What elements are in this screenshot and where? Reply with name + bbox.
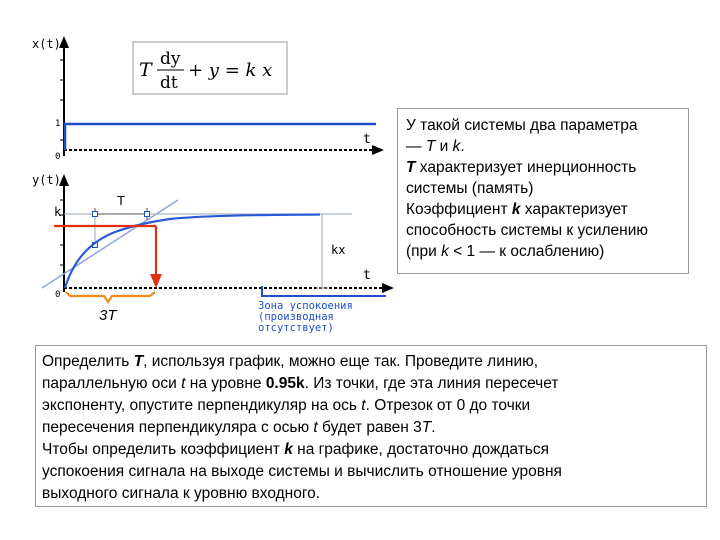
y-axis-label: y(t)	[32, 173, 61, 187]
three-T-label: 3T	[99, 307, 117, 324]
t-label-bottom: t	[363, 268, 371, 283]
info-line-4: системы (память)	[406, 180, 534, 197]
origin-label-top: 0	[55, 152, 61, 162]
three-T-bracket	[66, 292, 155, 302]
info-line-7: (при k < 1 — к ослаблению)	[406, 243, 605, 260]
t-axis-bottom-arrowhead	[382, 283, 394, 293]
method-line-5: Чтобы определить коэффициент k на графике, достаточно дождаться	[42, 441, 550, 458]
method-line-2: параллельную оси t на уровне 0.95k. Из точки, где эта линия пересечет	[42, 375, 559, 392]
equation-numerator: dy	[160, 49, 181, 69]
x-axis-label: x(t)	[32, 37, 61, 51]
method-line-1: Определить T, используя график, можно еще так. Проведите линию,	[42, 353, 539, 370]
k-label: k	[54, 205, 62, 219]
perpendicular-arrowhead	[150, 274, 162, 288]
origin-label-bottom: 0	[55, 290, 61, 300]
calm-zone-line2: (производная	[258, 311, 334, 323]
parameters-info-box	[397, 108, 689, 274]
calm-zone-line3: отсутствует)	[258, 322, 334, 334]
kx-label: kx	[331, 243, 346, 257]
T-label: T	[117, 193, 125, 208]
info-line-1: У такой системы два параметра	[406, 117, 638, 134]
info-line-6: способность системы к усилению	[406, 222, 648, 239]
info-line-2: — T и k.	[406, 138, 465, 155]
equation-denominator: dt	[160, 73, 178, 93]
method-line-4: пересечения перпендикуляра с осью t будет равен 3T.	[42, 419, 436, 436]
input-step-line	[65, 124, 376, 150]
t-axis-top-arrowhead	[372, 145, 384, 155]
method-line-3: экспоненту, опустите перпендикуляр на ось t. Отрезок от 0 до точки	[42, 397, 531, 414]
level-one-label: 1	[55, 119, 61, 129]
info-line-3: T характеризует инерционность	[406, 159, 637, 176]
t-label-top: t	[363, 132, 371, 147]
equation-rest: + y = k x	[188, 60, 273, 81]
output-response-graph	[32, 173, 394, 334]
method-description-box	[35, 345, 707, 507]
info-line-5: Коэффициент k характеризует	[406, 201, 628, 218]
equation-T: T	[139, 59, 152, 81]
equation-box	[133, 42, 287, 94]
calm-zone-line1: Зона успокоения	[258, 300, 353, 312]
method-line-6: успокоения сигнала на выходе системы и вычислить отношение уровня	[42, 463, 562, 480]
method-line-7: выходного сигнала к уровню входного.	[42, 485, 321, 502]
